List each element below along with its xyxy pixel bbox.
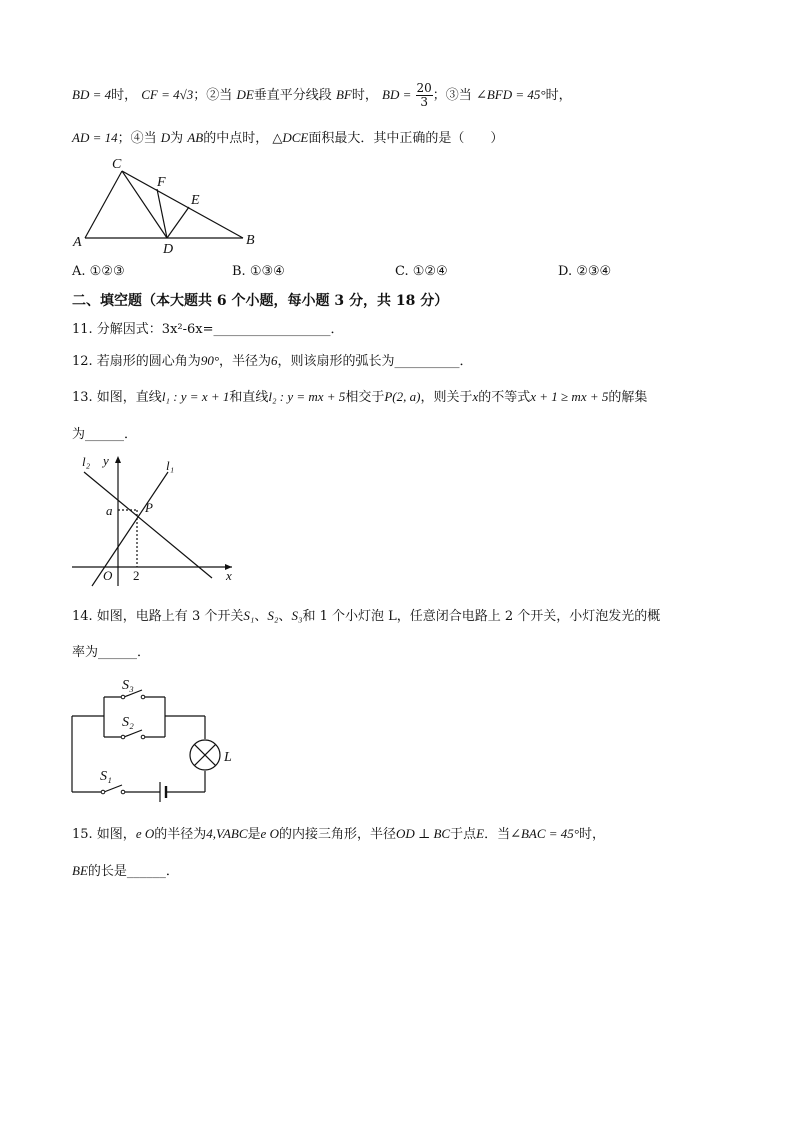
question-12 (72, 351, 473, 372)
math-radius-6: 6 (271, 353, 278, 368)
y-arrow-icon (115, 456, 121, 463)
question-14-line-2: 率为______． (72, 645, 151, 660)
text: ，则关于 (420, 390, 473, 405)
line-graph-figure (70, 450, 250, 590)
label-d: D (163, 242, 174, 256)
switch-s2-blade (124, 730, 142, 737)
text: 时， (579, 827, 606, 842)
line-l2 (84, 472, 212, 578)
label-e: E (191, 193, 200, 208)
label-c: C (112, 157, 122, 172)
math-inequality: x + 1 ≥ mx + 5 (530, 389, 609, 404)
text: 的长是______． (87, 864, 179, 879)
text: 13. 如图，直线 (72, 390, 162, 405)
math-bf: BF (335, 87, 352, 102)
label-y: y (103, 453, 109, 468)
label-2: 2 (133, 568, 140, 583)
math-ad-14: AD = 14 (72, 130, 118, 145)
question-15-line-2 (72, 861, 179, 882)
text: 相交于 (345, 390, 385, 405)
math-line-l1: l₁ : y = x + 1 (161, 389, 230, 404)
text: ，半径为 (219, 354, 272, 369)
text: ，则该扇形的弧长为__________． (277, 354, 473, 369)
math-x: x (472, 389, 479, 404)
segment-cb (122, 171, 243, 238)
text: 、 (254, 609, 268, 624)
label-b: B (246, 233, 255, 248)
question-15-line-1 (72, 824, 605, 845)
text: 面积最大．其中正确的是（ ） (308, 131, 504, 146)
choice-d: D. ②③④ (558, 264, 612, 279)
math-be: BE (72, 863, 88, 878)
text: 的半径为 (154, 827, 207, 842)
math-angle-bac: ∠BAC = 45° (510, 826, 580, 841)
text: 和 1 个小灯泡 L，任意闭合电路上 2 个开关，小灯泡发光的概 (302, 609, 661, 624)
label-x: x (226, 568, 232, 583)
text: ．当 (484, 827, 511, 842)
label-s1: S₁ (100, 769, 112, 784)
math-triangle-dce: △DCE (272, 130, 309, 145)
math-e: E (476, 826, 485, 841)
choice-c: C. ①②④ (395, 264, 448, 279)
switch-s3-contact-right (141, 695, 145, 699)
label-f: F (157, 175, 166, 190)
text: 的内接三角形，半径 (278, 827, 396, 842)
text: 、 (278, 609, 292, 624)
text: 和直线 (229, 390, 269, 405)
math-circle-o-2: e O (260, 826, 279, 841)
math-de: DE (236, 87, 254, 102)
segment-de (167, 207, 189, 238)
text: 时， (351, 88, 378, 103)
label-a: A (73, 235, 82, 250)
math-s2: S₂ (267, 608, 279, 623)
choice-b: B. ①③④ (232, 264, 285, 279)
math-cf: CF = 4√3 (141, 87, 194, 102)
switch-s2-contact-right (141, 735, 145, 739)
question-14-line-1 (72, 606, 660, 627)
switch-s2-contact-left (121, 735, 125, 739)
label-p: P (145, 500, 153, 515)
label-o: O (103, 568, 113, 583)
math-od-perp-bc: OD ⊥ BC (395, 826, 451, 841)
math-ab: AB (187, 130, 204, 145)
fraction-numerator: 20 (416, 81, 432, 95)
math-s1: S₁ (243, 608, 255, 623)
choice-a: A. ①②③ (72, 264, 125, 279)
fraction-20-3 (416, 82, 433, 109)
text: ；③当 (432, 88, 472, 103)
switch-s1-contact-left (101, 790, 105, 794)
text: 的中点时， (203, 131, 269, 146)
text: 15. 如图， (72, 827, 136, 842)
switch-s3-contact-left (121, 695, 125, 699)
math-bd-eq: BD = (382, 87, 412, 102)
text: 为 (170, 131, 184, 146)
segment-ac (85, 171, 122, 238)
text: 是 (247, 827, 261, 842)
text: ；④当 (117, 131, 157, 146)
question-11: 11. 分解因式：3x²-6x=__________________． (72, 322, 344, 337)
section-heading: 二、填空题（本大题共 6 个小题，每小题 3 分，共 18 分） (72, 293, 449, 309)
math-angle-bfd: ∠BFD = 45° (475, 87, 546, 102)
text: 的解集 (608, 390, 648, 405)
question-13-line-1 (72, 387, 647, 408)
math-s3: S₃ (291, 608, 303, 623)
text: 时， (545, 88, 572, 103)
math-triangle-abc: 4,VABC (206, 826, 248, 841)
label-l2: l₂ (82, 454, 91, 469)
label-s3: S₃ (122, 678, 134, 693)
question-13-line-2: 为______． (72, 427, 138, 442)
q10-line-2 (72, 128, 503, 149)
switch-s1-blade (104, 785, 122, 792)
text: 12. 若扇形的圆心角为 (72, 354, 201, 369)
q10-line-1 (72, 82, 572, 109)
label-l: L (224, 750, 232, 765)
label-l1: l₁ (166, 458, 175, 473)
text: 时， (111, 88, 138, 103)
math-line-l2: l₂ : y = mx + 5 (268, 389, 346, 404)
text: 垂直平分线段 (253, 88, 332, 103)
text: 于点 (450, 827, 477, 842)
math-point-p: P(2, a) (384, 389, 421, 404)
label-a: a (106, 503, 113, 518)
math-d: D (160, 130, 171, 145)
fraction-denominator: 3 (420, 95, 428, 109)
text: 14. 如图，电路上有 3 个开关 (72, 609, 244, 624)
circuit-figure (66, 670, 246, 806)
triangle-figure (66, 152, 266, 256)
math-bd-4: BD = 4 (72, 87, 112, 102)
label-s2: S₂ (122, 715, 134, 730)
text: ；②当 (193, 88, 233, 103)
math-circle-o: e O (135, 826, 155, 841)
text: 的不等式 (478, 390, 531, 405)
switch-s1-contact-right (121, 790, 125, 794)
math-angle-90: 90° (200, 353, 220, 368)
